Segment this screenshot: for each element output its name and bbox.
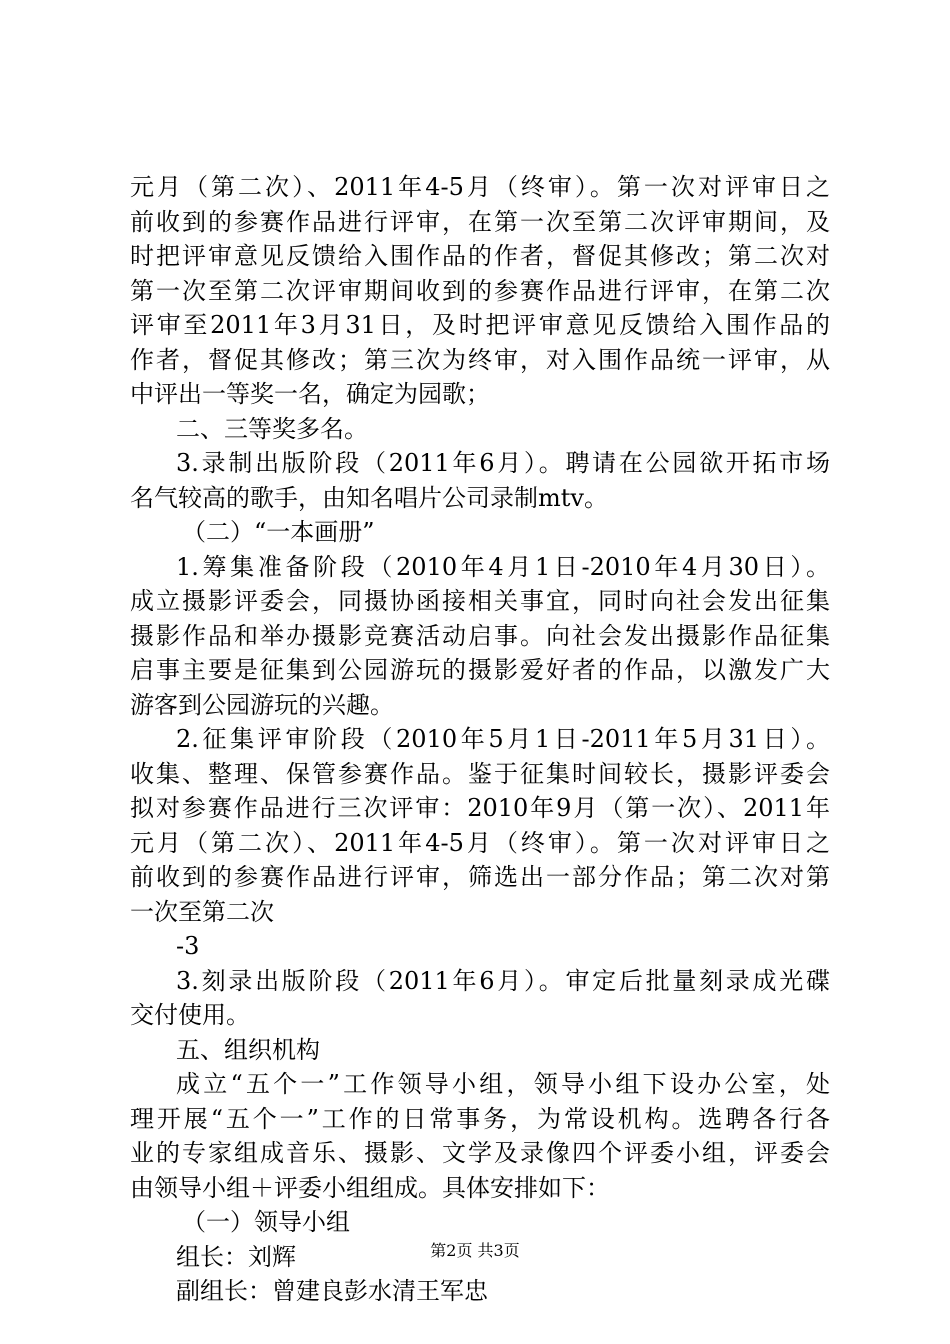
text-line: 成立摄影评委会，同摄协函接相关事宜，同时向社会发出征集: [130, 587, 830, 615]
text-line: 拟对参赛作品进行三次评审：2010年9月（第一次）、2011年: [130, 794, 830, 822]
text-line: 交付使用。: [130, 1001, 250, 1029]
text-line: 第一次至第二次评审期间收到的参赛作品进行评审，在第二次: [130, 276, 830, 305]
text-line: 一次至第二次: [130, 897, 274, 926]
text-line: 成立“五个一”工作领导小组，领导小组下设办公室，处: [176, 1070, 830, 1098]
text-line: 中评出一等奖一名，确定为园歌；: [130, 380, 490, 408]
text-line: 游客到公园游玩的兴趣。: [130, 690, 394, 719]
text-line: 元月（第二次）、2011年4-5月（终审）。第一次对评审日之: [130, 828, 830, 857]
text-line: 3.录制出版阶段（2011年6月）。聘请在公园欲开拓市场: [176, 449, 830, 477]
document-body: [130, 170, 830, 1309]
section-heading: 五、组织机构: [176, 1035, 320, 1064]
text-line: 2.征集评审阶段（2010年5月1日-2011年5月31日）。: [176, 725, 830, 753]
section-heading: （一）领导小组: [182, 1208, 350, 1236]
text-line: 收集、整理、保管参赛作品。鉴于征集时间较长，摄影评委会: [130, 759, 830, 788]
text-line: 名气较高的歌手，由知名唱片公司录制mtv。: [130, 483, 608, 512]
text-line: 作者，督促其修改；第三次为终审，对入围作品统一评审，从: [130, 345, 830, 374]
text-line: 元月（第二次）、2011年4-5月（终审）。第一次对评审日之: [130, 173, 830, 201]
text-line: 评审至2011年3月31日，及时把评审意见反馈给入围作品的: [130, 311, 830, 339]
text-line: 1.筹集准备阶段（2010年4月1日-2010年4月30日）。: [176, 552, 830, 581]
text-line: 启事主要是征集到公园游玩的摄影爱好者的作品，以激发广大: [130, 656, 830, 684]
text-line: 摄影作品和举办摄影竞赛活动启事。向社会发出摄影作品征集: [130, 621, 830, 650]
text-line: 理开展“五个一”工作的日常事务，为常设机构。选聘各行各: [130, 1104, 830, 1133]
text-line: 副组长：曾建良彭水清王军忠: [176, 1277, 488, 1305]
text-line: 前收到的参赛作品进行评审，筛选出一部分作品；第二次对第: [130, 863, 830, 891]
text-line: 二、三等奖多名。: [176, 414, 368, 443]
text-line: 前收到的参赛作品进行评审，在第一次至第二次评审期间，及: [130, 207, 830, 236]
text-line: 时把评审意见反馈给入围作品的作者，督促其修改；第二次对: [130, 242, 830, 270]
page-marker: -3: [176, 932, 200, 960]
section-heading: （二）“一本画册”: [182, 518, 375, 546]
text-line: 3.刻录出版阶段（2011年6月）。审定后批量刻录成光碟: [176, 966, 830, 995]
page-footer: 第2页 共3页: [430, 1241, 520, 1260]
text-line: 由领导小组＋评委小组组成。具体安排如下：: [130, 1173, 610, 1202]
text-line: 业的专家组成音乐、摄影、文学及录像四个评委小组，评委会: [130, 1139, 830, 1167]
text-line: 组长：刘辉: [176, 1242, 296, 1271]
